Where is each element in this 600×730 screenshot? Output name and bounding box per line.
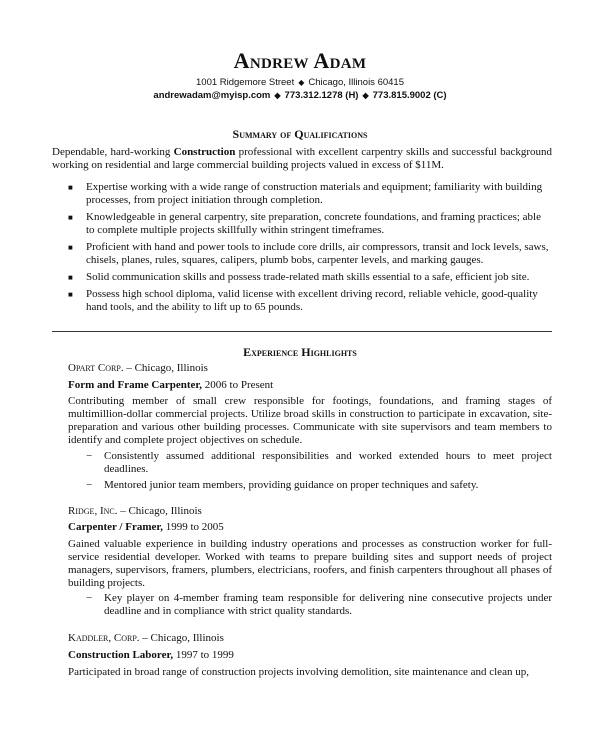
- list-item: [86, 450, 552, 476]
- cut-off-text-line: [60, 715, 552, 723]
- point-text: Key player on 4-member framing team responsible for delivering nine consecutive projects under deadline and in compliance with strict quality standards.: [104, 592, 552, 617]
- job-company: [68, 632, 224, 644]
- role-dates: 1999 to 2005: [163, 521, 224, 533]
- city-state-zip: Chicago, Illinois 60415: [308, 77, 404, 88]
- phone-cell: 773.815.9002 (C): [372, 90, 447, 101]
- separator-diamond: ◆: [362, 91, 369, 100]
- email: andrewadam@myisp.com: [153, 90, 271, 101]
- list-item: [68, 288, 552, 314]
- role-title: Carpenter / Framer,: [68, 521, 163, 533]
- company-name: Kaddler, Corp.: [68, 632, 140, 644]
- summary-intro-rest: professional with excellent carpentry skills and successful background working on residential and large commercial building projects valued in excess of $11M.: [52, 146, 553, 171]
- experience-title: Experience Highlights: [243, 345, 357, 359]
- section-divider: [52, 331, 552, 332]
- company-name: Ridge, Inc.: [68, 505, 118, 517]
- job-role: [68, 521, 224, 533]
- square-bullet-icon: ■: [68, 183, 73, 192]
- job-description: Participated in broad range of construction projects involving demolition, site maintenance and clean up,: [68, 666, 529, 678]
- bullet-text: Proficient with hand and power tools to include core drills, air compressors, transit and lock levels, saws, chisels, planes, rules, squares, calipers, plumb bobs, carpenter levels, and marking gauges.: [86, 241, 549, 266]
- point-text: Consistently assumed additional responsibilities and worked extended hours to meet project deadlines.: [104, 450, 552, 475]
- list-item: [86, 592, 552, 618]
- bullet-text: Knowledgeable in general carpentry, site preparation, concrete foundations, and framing practices; able to complete multiple projects skillfully within stringent timeframes.: [86, 211, 541, 236]
- square-bullet-icon: ■: [68, 243, 73, 252]
- separator-diamond: ◆: [298, 78, 305, 87]
- point-text: Mentored junior team members, providing guidance on proper techniques and safety.: [104, 479, 479, 491]
- phone-home: 773.312.1278 (H): [284, 90, 359, 101]
- company-location: – Chicago, Illinois: [139, 632, 224, 644]
- role-title: Form and Frame Carpenter,: [68, 379, 203, 391]
- company-location: – Chicago, Illinois: [117, 505, 202, 517]
- contact-address: [0, 77, 600, 88]
- company-location: – Chicago, Illinois: [123, 362, 208, 374]
- list-item: [68, 181, 552, 207]
- summary-intro-keyword: Construction: [173, 146, 236, 158]
- job-company: [68, 505, 202, 517]
- role-dates: 1997 to 1999: [173, 649, 234, 661]
- job-description: Contributing member of small crew responsible for footings, foundations, and framing stages of multimillion-dollar commercial projects. Utilize broad skills in construction to participate in excavation, site-preparation and various other building processes. Communicate with site supervisors and team members to identify and complete project objectives on schedule.: [68, 395, 552, 446]
- summary-bullets: [68, 181, 552, 318]
- list-item: [86, 479, 552, 492]
- square-bullet-icon: ■: [68, 213, 73, 222]
- company-name: Opart Corp.: [68, 362, 124, 374]
- square-bullet-icon: ■: [68, 290, 73, 299]
- job-company: [68, 362, 208, 374]
- job-points: [86, 450, 552, 495]
- candidate-name: Andrew Adam: [233, 48, 367, 73]
- job-role: [68, 649, 234, 661]
- street-address: 1001 Ridgemore Street: [196, 77, 295, 88]
- job-description: Gained valuable experience in building industry operations and processes as construction worker for full-service residential developer. Worked with teams to prepare building sites and support needs of project managers, supervisors, framers, plumbers, electricians, roofers, and finish carpenters throughout all phases of building projects.: [68, 538, 552, 589]
- summary-intro-start: Dependable, hard-working: [52, 146, 174, 158]
- list-item: [68, 271, 552, 284]
- list-item: [68, 211, 552, 237]
- dash-bullet-icon: −: [86, 450, 93, 462]
- list-item: [68, 241, 552, 267]
- bullet-text: Possess high school diploma, valid license with excellent driving record, reliable vehicle, good-quality hand tools, and the ability to lift up to 65 pounds.: [86, 288, 538, 313]
- dash-bullet-icon: −: [86, 592, 93, 604]
- square-bullet-icon: ■: [68, 273, 73, 282]
- separator-diamond: ◆: [274, 91, 281, 100]
- dash-bullet-icon: −: [86, 479, 93, 491]
- bullet-text: Solid communication skills and possess trade-related math skills essential to a safe, efficient job site.: [86, 271, 530, 283]
- summary-intro: [52, 146, 552, 172]
- summary-title: Summary of Qualifications: [232, 127, 368, 141]
- job-points: [86, 592, 552, 621]
- contact-details: [0, 90, 600, 101]
- role-title: Construction Laborer,: [68, 649, 174, 661]
- role-dates: 2006 to Present: [202, 379, 274, 391]
- bullet-text: Expertise working with a wide range of construction materials and equipment; familiarity with building processes, from project initiation through completion.: [86, 181, 543, 206]
- job-role: [68, 379, 273, 391]
